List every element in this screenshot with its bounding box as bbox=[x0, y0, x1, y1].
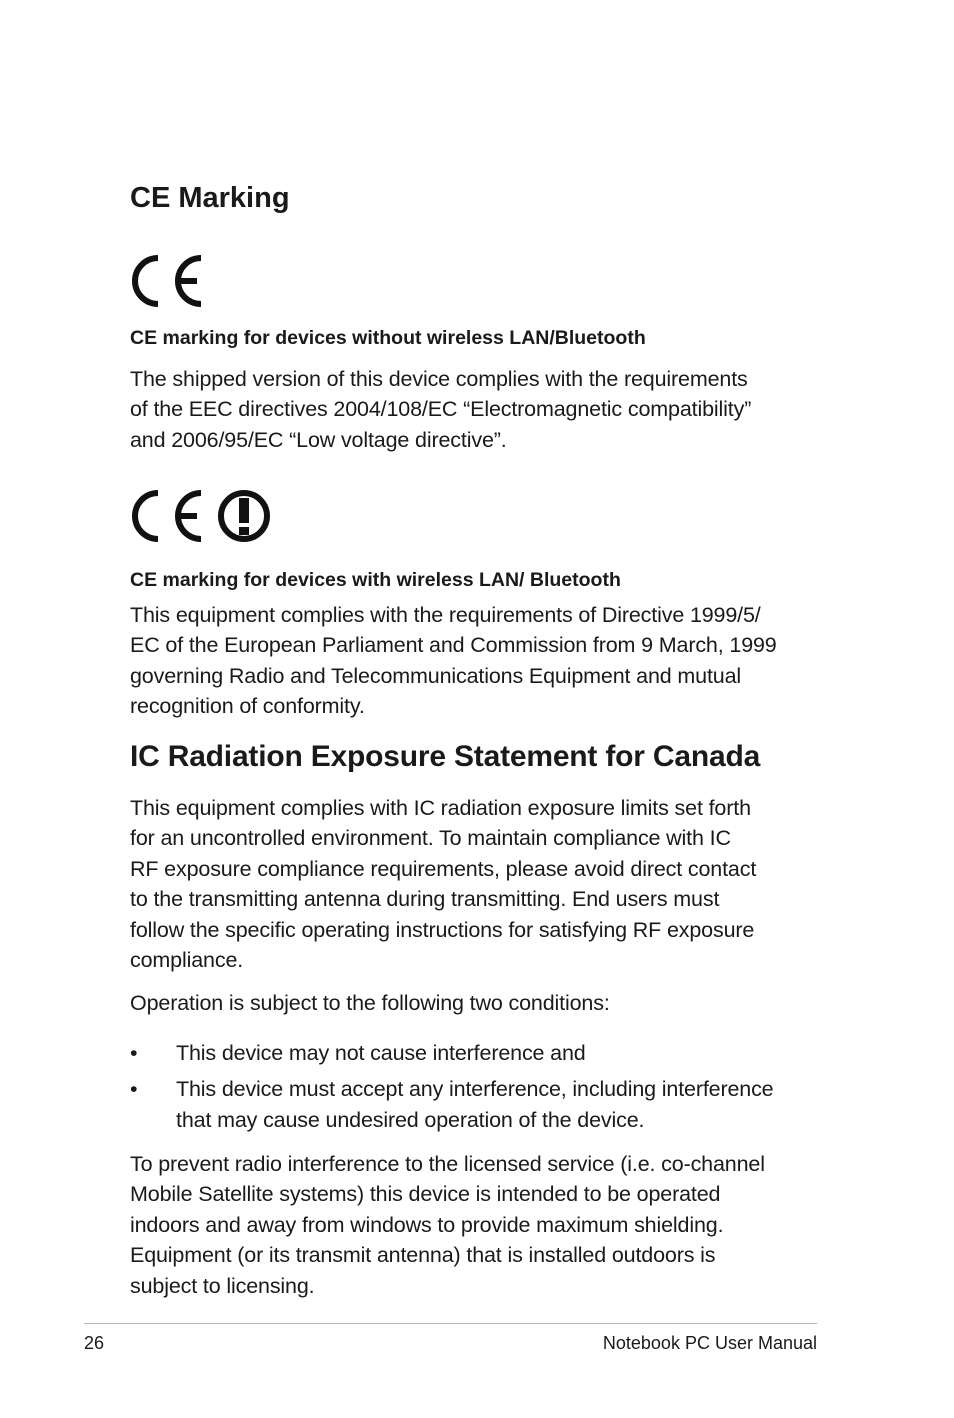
text-line: This device may not cause interference and bbox=[176, 1041, 586, 1065]
page-number: 26 bbox=[84, 1333, 105, 1353]
text-line: This equipment complies with IC radiation exposure limits set forth bbox=[130, 796, 751, 820]
text-line: that may cause undesired operation of the device. bbox=[176, 1107, 645, 1132]
ce-marking-heading: CE Marking bbox=[130, 182, 290, 214]
ce-alert-mark-icon bbox=[128, 487, 274, 545]
text-line: Equipment (or its transmit antenna) that is installed outdoors is bbox=[130, 1243, 716, 1268]
ce-without-wireless-text bbox=[130, 364, 830, 455]
ce-with-wireless-text bbox=[130, 600, 830, 722]
text-line: Mobile Satellite systems) this device is intended to be operated bbox=[130, 1182, 721, 1207]
text-line: subject to licensing. bbox=[130, 1273, 315, 1298]
manual-title: Notebook PC User Manual bbox=[602, 1333, 817, 1353]
list-item bbox=[130, 1074, 830, 1135]
text-line: compliance. bbox=[130, 948, 244, 973]
text-line: follow the specific operating instructions for satisfying RF exposure bbox=[130, 917, 755, 942]
text-line: RF exposure compliance requirements, please avoid direct contact bbox=[130, 856, 757, 881]
ic-paragraph-3 bbox=[130, 1149, 830, 1301]
ic-radiation-heading: IC Radiation Exposure Statement for Canada bbox=[130, 740, 761, 773]
text-line: for an uncontrolled environment. To maintain compliance with IC bbox=[130, 826, 731, 851]
ce-with-wireless-title: CE marking for devices with wireless LAN/ Bluetooth bbox=[130, 569, 621, 591]
list-item bbox=[130, 1038, 830, 1068]
text-line: EC of the European Parliament and Commission from 9 March, 1999 bbox=[130, 633, 777, 658]
bullet-glyph: • bbox=[130, 1041, 138, 1065]
conditions-list bbox=[130, 1038, 830, 1141]
ic-paragraph-2: Operation is subject to the following two conditions: bbox=[130, 991, 610, 1015]
text-line: indoors and away from windows to provide maximum shielding. bbox=[130, 1212, 724, 1237]
bullet-glyph: • bbox=[130, 1077, 138, 1102]
ce-mark-icon bbox=[128, 252, 208, 310]
text-line: governing Radio and Telecommunications Equipment and mutual bbox=[130, 663, 742, 688]
text-line: and 2006/95/EC “Low voltage directive”. bbox=[130, 427, 507, 452]
text-line: To prevent radio interference to the licensed service (i.e. co-channel bbox=[130, 1152, 765, 1176]
text-line: recognition of conformity. bbox=[130, 694, 365, 719]
text-line: This device must accept any interference, including interference bbox=[176, 1077, 774, 1102]
text-line: This equipment complies with the requirements of Directive 1999/5/ bbox=[130, 603, 761, 627]
ce-without-wireless-title: CE marking for devices without wireless LAN/Bluetooth bbox=[130, 327, 646, 349]
text-line: to the transmitting antenna during transmitting. End users must bbox=[130, 887, 720, 912]
text-line: of the EEC directives 2004/108/EC “Electromagnetic compatibility” bbox=[130, 397, 752, 422]
ic-paragraph-1 bbox=[130, 793, 830, 975]
text-line: The shipped version of this device complies with the requirements bbox=[130, 367, 748, 391]
footer-divider bbox=[84, 1323, 817, 1324]
